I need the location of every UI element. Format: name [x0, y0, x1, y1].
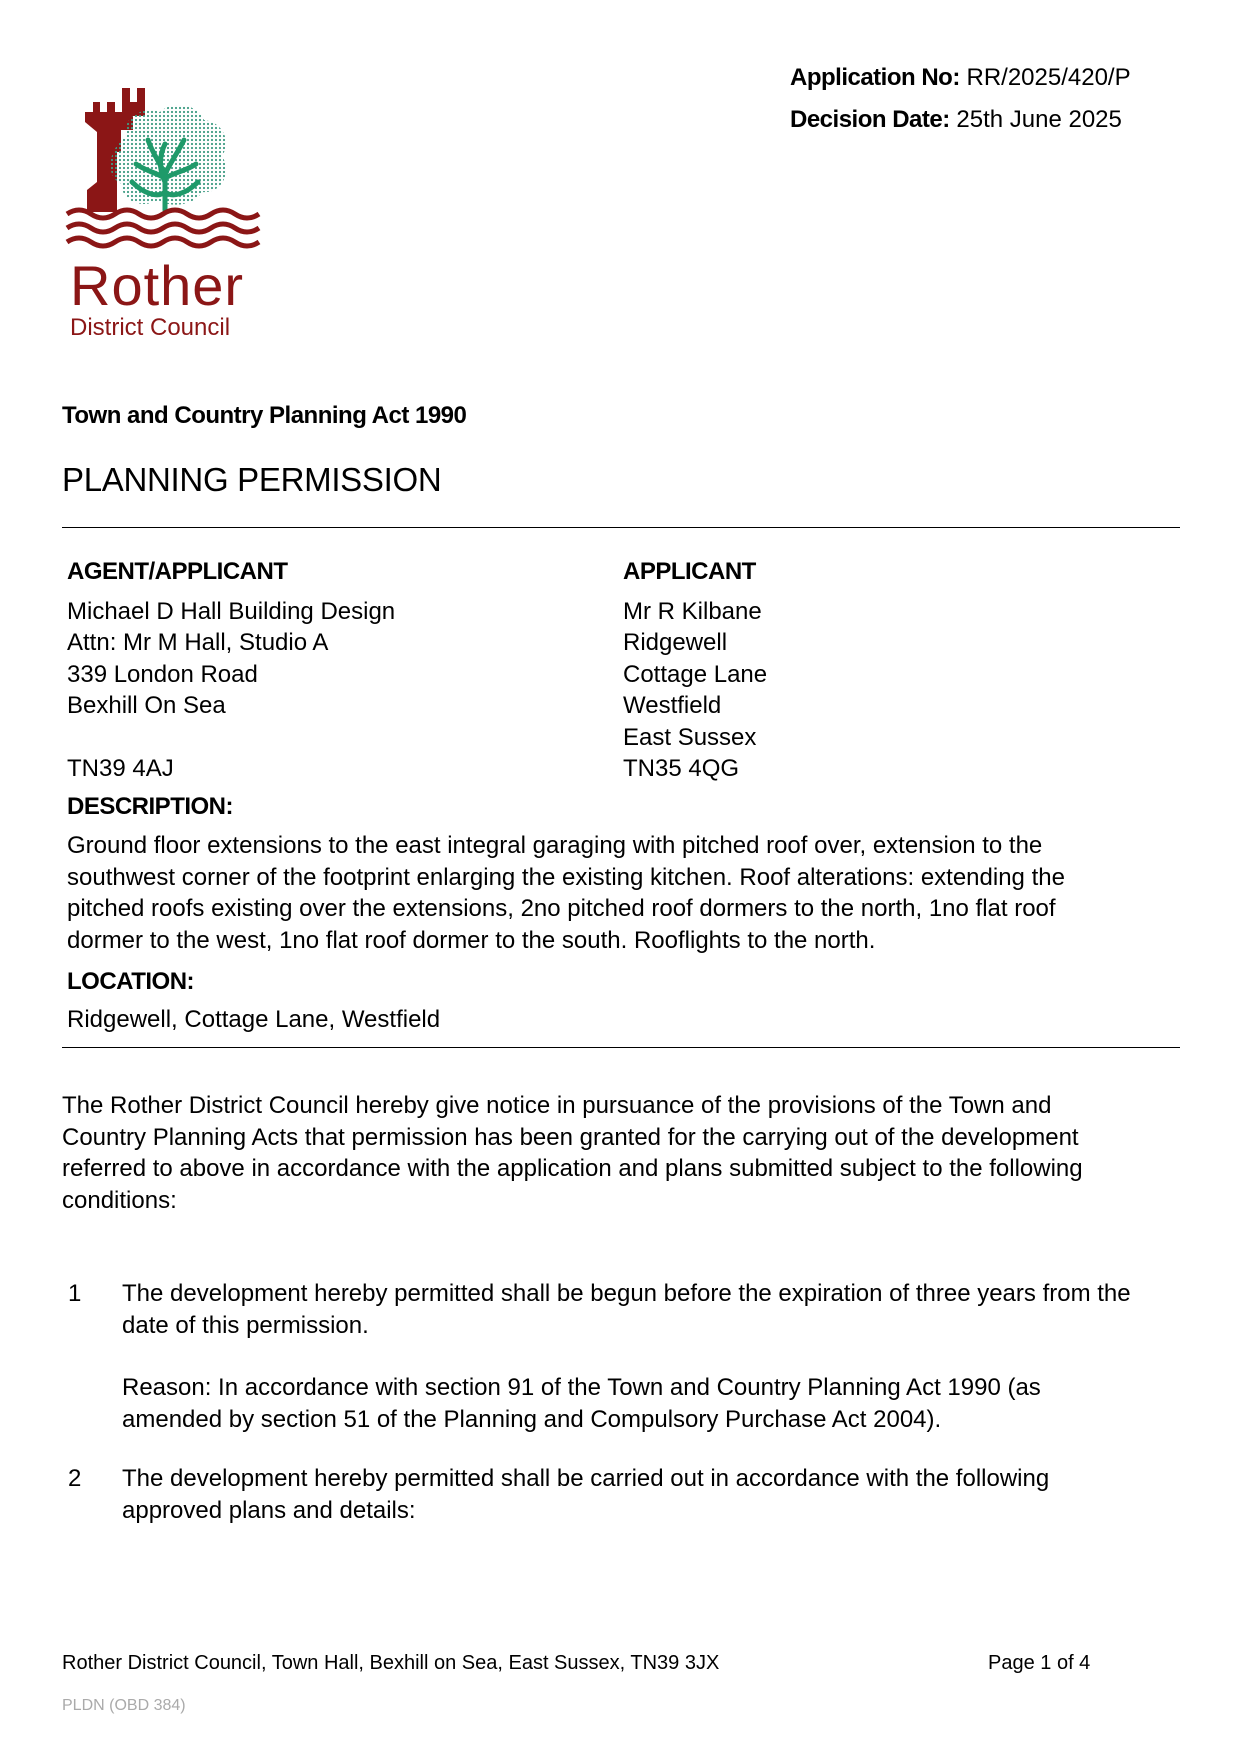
- decision-date-value: 25th June 2025: [956, 106, 1122, 133]
- page-number: Page 1 of 4: [988, 1652, 1091, 1674]
- page-title: PLANNING PERMISSION: [62, 461, 442, 498]
- applicant-line: East Sussex: [623, 723, 757, 751]
- condition-text: The development hereby permitted shall be carried out in accordance with the following approved plans and details:: [122, 1465, 1050, 1524]
- applicant-line: TN35 4QG: [623, 755, 740, 782]
- applicant-line: Cottage Lane: [623, 660, 768, 688]
- divider: [62, 1047, 1180, 1048]
- logo-subtitle: District Council: [70, 314, 231, 341]
- act-title: Town and Country Planning Act 1990: [62, 402, 467, 429]
- divider: [62, 527, 1180, 528]
- applicant-line: Westfield: [623, 692, 722, 719]
- applicant-line: Mr R Kilbane: [623, 597, 762, 625]
- condition-number: 1: [68, 1280, 82, 1307]
- decision-date-label: Decision Date:: [790, 106, 950, 133]
- decision-date: [790, 108, 1122, 132]
- location-text: Ridgewell, Cottage Lane, Westfield: [67, 1006, 441, 1033]
- agent-line: Bexhill On Sea: [67, 692, 226, 719]
- waves-icon: [67, 210, 259, 246]
- description-text: Ground floor extensions to the east integral garaging with pitched roof over, extension to the southwest corner of the footprint enlarging the existing kitchen. Roof alterations: extending the pitched roofs existing over the extensions, 2no pitched roof dormers to the north, 1no flat roof dormer to the west, 1no flat roof dormer to the south. Rooflights to the north.: [67, 832, 1065, 954]
- logo-wordmark: Rother: [70, 254, 245, 317]
- application-number-value: RR/2025/420/P: [966, 64, 1131, 91]
- location-heading: LOCATION:: [67, 968, 195, 995]
- agent-line: 339 London Road: [67, 660, 258, 688]
- condition-reason: Reason: In accordance with section 91 of the Town and Country Planning Act 1990 (as amended by section 51 of the Planning and Compulsory Purchase Act 2004).: [122, 1374, 1041, 1433]
- condition-text: The development hereby permitted shall be begun before the expiration of three years from the date of this permission.: [122, 1280, 1131, 1339]
- applicant-heading: APPLICANT: [623, 558, 756, 585]
- notice-text: The Rother District Council hereby give notice in pursuance of the provisions of the Town and Country Planning Acts that permission has been granted for the carrying out of the development referred to above in accordance with the application and plans submitted subject to the following conditions:: [62, 1092, 1083, 1214]
- footer-address: Rother District Council, Town Hall, Bexhill on Sea, East Sussex, TN39 3JX: [62, 1652, 720, 1674]
- applicant-block: [623, 556, 767, 785]
- agent-line: Attn: Mr M Hall, Studio A: [67, 629, 329, 656]
- description-heading: DESCRIPTION:: [67, 793, 234, 820]
- agent-line: Michael D Hall Building Design: [67, 597, 396, 625]
- applicant-line: Ridgewell: [623, 629, 728, 656]
- agent-block: [67, 556, 395, 785]
- condition-number: 2: [68, 1465, 82, 1492]
- form-code: PLDN (OBD 384): [62, 1697, 186, 1714]
- application-number: [790, 66, 1131, 90]
- agent-heading: AGENT/APPLICANT: [67, 558, 288, 585]
- agent-line: TN39 4AJ: [67, 755, 174, 782]
- application-number-label: Application No:: [790, 64, 960, 91]
- agent-line-blank: [67, 722, 395, 754]
